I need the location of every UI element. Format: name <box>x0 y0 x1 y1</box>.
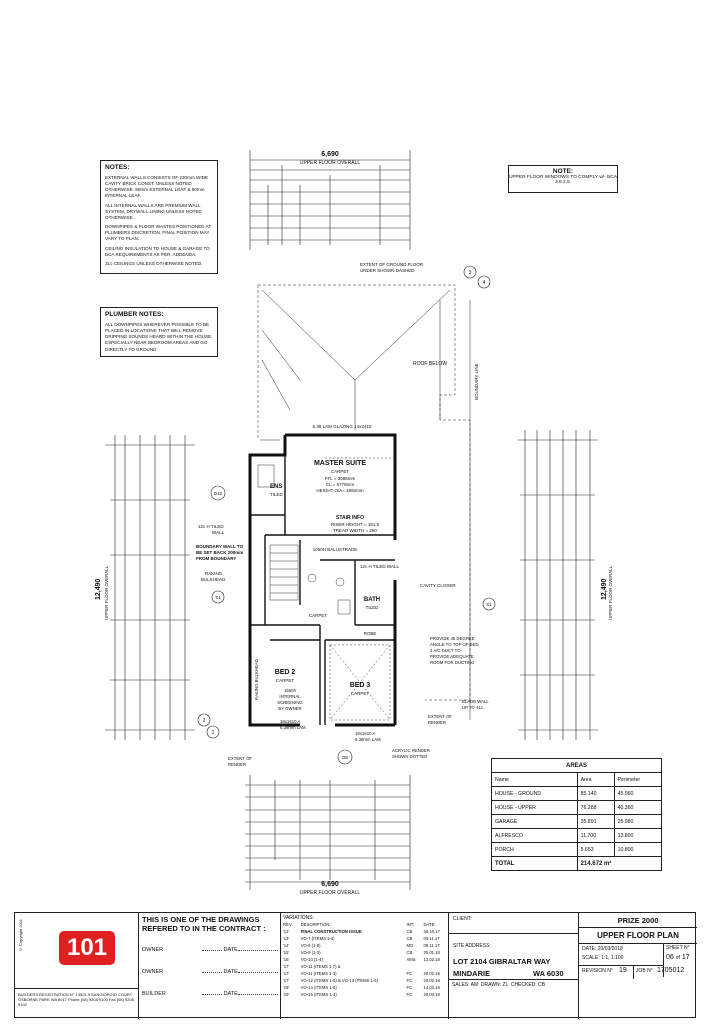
svg-text:2: 2 <box>202 718 206 724</box>
variations-table <box>281 913 449 1019</box>
checked-value: CB <box>538 982 546 988</box>
note-item: DOWNPIPES & FLOOR WASTES POSITIONED AT PLUMBERS DISCRETION. FINAL POSITION MAY VARY TO PLAN. <box>105 224 212 242</box>
table-row <box>492 801 661 815</box>
area-perimeter: 10.800 <box>614 843 661 857</box>
table-row: '16' VO-10 (1-4) AMS 13.02.18 <box>283 957 440 962</box>
table-row: '17' VO-11 (ITEMS 1-7) & <box>283 964 341 969</box>
extent-render-left: EXTENT OF <box>228 756 253 761</box>
svg-text:ROOM FOR DUCTING: ROOM FOR DUCTING <box>430 660 475 665</box>
bath-tiled: TILED <box>365 605 379 610</box>
table-row <box>492 829 661 843</box>
area-value: 5.653 <box>577 843 614 857</box>
sales-value: AM <box>470 982 479 988</box>
area-name: HOUSE - GROUND <box>492 787 577 801</box>
total-value: 214.672 m² <box>577 857 661 871</box>
date-label: DATE: <box>582 946 597 952</box>
owner-signature-line: OWNER DATE <box>142 947 278 953</box>
svg-text:ANGLE TO TOP OF BED: ANGLE TO TOP OF BED <box>430 642 479 647</box>
total-row <box>492 857 661 871</box>
scale-label: SCALE: <box>582 955 600 961</box>
table-row: '13' VO-7 (ITEMS 1-4) CB 03.11.17 <box>283 936 440 941</box>
bed2-window: 18x1610 A <box>280 719 301 724</box>
svg-text:RENDER: RENDER <box>428 720 447 725</box>
area-perimeter: 13.800 <box>614 829 661 843</box>
riser-height: RISER HEIGHT = 181.5 <box>330 522 380 527</box>
acrylic-render-note: ACRYLIC RENDER <box>392 748 430 753</box>
svg-text:1: 1 <box>211 730 215 736</box>
area-value: 11.700 <box>577 829 614 843</box>
top-overall-dim: 6,690 <box>321 151 339 158</box>
svg-text:UP TO 41c: UP TO 41c <box>462 705 484 710</box>
var-header: INT: <box>406 922 414 927</box>
scale-value: 1:1, 1:100 <box>601 955 624 961</box>
master-ffl: FFL = 3086mm <box>324 476 356 481</box>
owner-signature-line: OWNER DATE <box>142 969 278 975</box>
table-row: '18' VO-14 (ITEMS 1-6) FC 14.03.18 <box>283 985 440 990</box>
raking-bulkhead: RAKING BULKHEAD <box>254 659 259 700</box>
balustrade-note: 1050H BALUSTRADE <box>312 547 358 552</box>
svg-text:FROM BOUNDARY: FROM BOUNDARY <box>196 556 237 561</box>
svg-text:BY OWNER: BY OWNER <box>278 706 302 711</box>
extent-ground-note: EXTENT OF GROUND FLOOR <box>360 262 424 267</box>
ens-tiled: TILED <box>270 492 283 497</box>
svg-text:3: 3 <box>468 270 472 276</box>
table-row: '17' VO-12 (ITEMS 1-5) & VO-13 (ITEMS 1-6) FC 20.02.18 <box>283 978 440 983</box>
section-s1-left: S1 <box>215 595 221 600</box>
boundary-line-label: BOUNDARY LINE <box>474 363 479 400</box>
svg-text:UPPER FLOOR OVERALL: UPPER FLOOR OVERALL <box>104 565 109 620</box>
note-item: ALL INTERNAL WALLS ARE PREMIUM WALL SYSTEM, DRYWALL LINING UNLESS NOTED OTHERWISE. <box>105 202 202 220</box>
client-label: CLIENT: <box>453 916 472 922</box>
variations-label: VARIATIONS: <box>283 915 314 921</box>
revision-number: 19 <box>619 967 627 974</box>
roof-below-label: ROOF BELOW <box>413 361 447 367</box>
svg-text:12c H TILED: 12c H TILED <box>198 524 224 529</box>
room-ens: ENS <box>270 484 283 490</box>
svg-text:WALL: WALL <box>212 530 225 535</box>
contract-heading: THIS IS ONE OF THE DRAWINGS REFERED TO IN THE CONTRACT : <box>142 915 266 933</box>
sheet-number: 06 <box>666 954 674 961</box>
project-block: PRIZE 2000 UPPER FLOOR PLAN DATE: 20/03/2018 SHEET N° 06 of 17 SCALE: 1:1, 1:100 REVISION N° 19 JOB N° 1705012 <box>579 913 697 1019</box>
svg-text:BE SET BACK 200mm: BE SET BACK 200mm <box>196 550 244 555</box>
cavity-closer: CAVITY CLOSER <box>420 583 456 588</box>
bed2-note: 1650h <box>284 688 296 693</box>
sheet-title: UPPER FLOOR PLAN <box>597 931 679 940</box>
tiled-wall-note: 12c H TILED WALL <box>360 564 400 569</box>
note-item: EXTERNAL WALLS CONSISTS OF 230mm WIDE CAVITY BRICK CONST. UNLESS NOTED OTHERWISE. 90mm EXTERNAL LEAF & 90mm INTERNAL LEAF. <box>105 174 209 199</box>
site-address-label: SITE ADDRESS: <box>453 943 491 949</box>
d8-tag: D8 <box>342 755 348 760</box>
svg-text:4: 4 <box>482 280 486 286</box>
client-site-block <box>449 913 579 1019</box>
svg-text:RAKING: RAKING <box>205 571 223 576</box>
svg-text:SHOWN DOTTED: SHOWN DOTTED <box>392 754 428 759</box>
site-suburb: MINDARIE <box>453 969 491 978</box>
top-overall-label: UPPER FLOOR OVERALL <box>299 160 361 166</box>
table-row <box>492 787 661 801</box>
sheets-total: 17 <box>681 954 690 961</box>
room-bed-3: BED 3 <box>349 682 371 689</box>
areas-table <box>491 758 662 871</box>
plumber-notes-title: PLUMBER NOTES: <box>105 311 164 318</box>
drawn-label: DRAWN: <box>480 982 502 988</box>
area-perimeter: 45.960 <box>614 787 661 801</box>
table-row: '19' VO-15 (ITEMS 1-4) FC 20.03.18 <box>283 992 440 997</box>
robe-label: ROBE <box>363 631 377 636</box>
sales-label: SALES: <box>452 982 470 988</box>
bed3-window: 18x1610 A <box>355 731 376 736</box>
master-cl: CL = 5778mm <box>325 482 355 487</box>
bottom-overall-label: UPPER FLOOR OVERALL <box>299 890 361 896</box>
section-s1-right: S1 <box>486 602 492 607</box>
master-height: HEIGHT O/A= 2692mm <box>316 488 364 493</box>
blade-wall-note: BLADE WALL <box>462 699 489 704</box>
svg-text:INTERNAL: INTERNAL <box>279 694 301 699</box>
table-row: '17' VO-11 (ITEMS 1-3) FC 20.02.18 <box>283 971 440 976</box>
builder-signature-line: BUILDER DATE <box>142 991 278 997</box>
provide-note: PROVIDE 45 DEGREE <box>430 636 475 641</box>
company-logo-area <box>15 913 139 988</box>
company-logo: 101 <box>59 931 115 965</box>
revision-label: REVISION N° <box>582 968 613 974</box>
bed2-carpet: CARPET <box>275 678 295 683</box>
note-item: 31c CEILINGS UNLESS OTHERWISE NOTED. <box>105 261 203 267</box>
svg-text:6.38mm LAM: 6.38mm LAM <box>355 737 381 742</box>
areas-header: Perimeter <box>614 773 661 787</box>
var-header: DESCRIPTION: <box>300 922 331 927</box>
area-value: 76.288 <box>577 801 614 815</box>
window-note-text: UPPER FLOOR WINDOWS TO COMPLY w/- BCA 3.8.2.5. <box>509 175 617 185</box>
room-bed-2: BED 2 <box>274 669 296 676</box>
svg-text:3 A/C DUCT TO: 3 A/C DUCT TO <box>430 648 461 653</box>
sheet-label: SHEET N° <box>666 945 690 951</box>
table-row <box>492 815 661 829</box>
right-overall-dim: 12,490 <box>601 578 608 600</box>
left-overall-dim: 12,490 <box>95 578 102 600</box>
glazing-label: 6.38 LAM GLAZING 14x2410 <box>312 424 372 429</box>
d12-tag: D12 <box>213 491 223 496</box>
copyright-text: © Copyright 2011 <box>18 919 23 952</box>
project-name: PRIZE 2000 <box>617 916 659 925</box>
master-carpet: CARPET <box>330 469 350 474</box>
extent-render-right: EXTENT OF <box>428 714 453 719</box>
area-perimeter: 25.980 <box>614 815 661 829</box>
table-row: '15' VO-9 (1-3) CB 25.01.18 <box>283 950 440 955</box>
bed3-carpet: CARPET <box>350 691 370 696</box>
svg-text:UPPER FLOOR OVERALL: UPPER FLOOR OVERALL <box>608 565 613 620</box>
site-state: WA 6030 <box>533 969 564 978</box>
areas-header: Area <box>577 773 614 787</box>
var-header: DATE: <box>423 922 436 927</box>
svg-text:UNDER SHOWN DASHED: UNDER SHOWN DASHED <box>360 268 415 273</box>
title-block <box>14 912 696 1018</box>
room-bath: BATH <box>363 597 381 603</box>
area-perimeter: 40.360 <box>614 801 661 815</box>
area-name: ALFRESCO <box>492 829 577 843</box>
landing-carpet: CARPET <box>308 613 328 618</box>
table-row: '12' FINAL CONSTRUCTION ISSUE CB 26.10.17 <box>283 929 440 934</box>
svg-text:SCREENING: SCREENING <box>277 700 303 705</box>
builder-registration: BUILDERS REGISTRATION N° 13521 9 SANGIORGIO COURT OSBORNE PARK WA 6017 Phone (08) 9208 9100 Fax (08) 9208 9102 <box>15 988 139 1019</box>
job-number: 1705012 <box>657 967 685 974</box>
job-label: JOB N° <box>636 968 653 974</box>
drawn-value: ZL <box>502 982 509 988</box>
svg-text:RENDER: RENDER <box>228 762 247 767</box>
areas-title: AREAS <box>565 762 587 769</box>
area-name: HOUSE - UPPER <box>492 801 577 815</box>
total-label: TOTAL <box>492 857 577 871</box>
tread-width: TREAD WIDTH = 250 <box>333 528 377 533</box>
note-item: CEILING INSULATION TO HOUSE & GARAGE TO BCA REQUIREMENTS AS PER. ADDENDA. <box>105 245 210 257</box>
date-value: 20/03/2018 <box>597 946 623 952</box>
areas-header: Name <box>492 773 577 787</box>
svg-text:6.38mm LAM: 6.38mm LAM <box>280 725 306 730</box>
plumber-notes-text: ALL DOWNPIPES WHEREVER POSSIBLE TO BE PLACED IN LOCATIONS THAT WILL REMOVE DRIPPING SOUNDS HEARD WITHIN THE HOUSE. ESPECIALLY NEAR BEDROOM AREAS AND GO DIRECTLY TO GROUND <box>105 321 213 352</box>
site-lot: LOT 2104 GIBRALTAR WAY <box>453 957 551 966</box>
checked-label: CHECKED: <box>510 982 537 988</box>
table-row: '14' VO-8 (1-9) MG 09.11.17 <box>283 943 440 948</box>
window-note-title: NOTE: <box>552 168 574 175</box>
bottom-overall-dim: 6,690 <box>321 881 339 888</box>
area-name: GARAGE <box>492 815 577 829</box>
table-row <box>492 843 661 857</box>
room-master-suite: MASTER SUITE <box>313 460 367 467</box>
var-header: REV: <box>283 922 293 927</box>
svg-text:BULKHEAD: BULKHEAD <box>201 577 226 582</box>
area-value: 35.891 <box>577 815 614 829</box>
contract-drawings <box>139 913 281 1019</box>
notes-title: NOTES: <box>105 164 130 171</box>
area-value: 85.140 <box>577 787 614 801</box>
boundary-wall-note: BOUNDARY WALL TO <box>196 544 244 549</box>
svg-text:PROVIDE ADEQUATE: PROVIDE ADEQUATE <box>430 654 474 659</box>
area-name: PORCH <box>492 843 577 857</box>
stair-info: STAIR INFO <box>336 515 364 521</box>
